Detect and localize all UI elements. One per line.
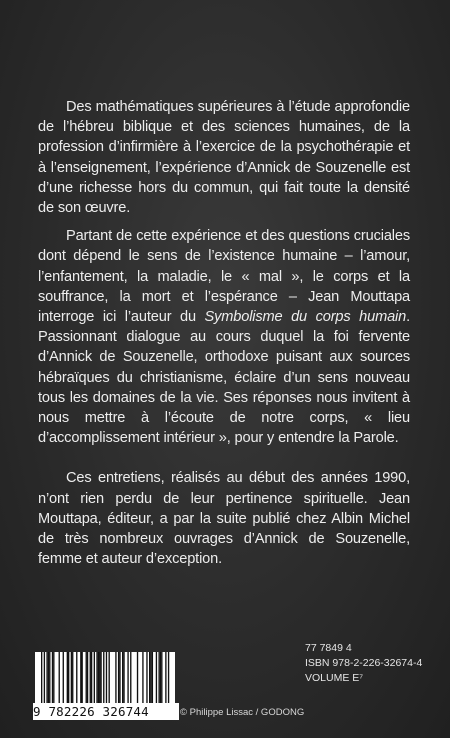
barcode-bar	[127, 652, 128, 704]
barcode-bar	[115, 652, 116, 704]
barcode-bar	[149, 652, 150, 704]
barcode-bar	[98, 652, 99, 704]
barcode-bar	[86, 652, 87, 704]
barcode-bar	[103, 652, 104, 704]
barcode-bar	[123, 652, 124, 704]
isbn-number: ISBN 978-2-226-32674-4	[305, 657, 423, 669]
barcode-bar	[90, 652, 91, 704]
barcode-bar	[87, 652, 88, 704]
barcode-bar	[71, 652, 72, 704]
publisher-codes	[305, 641, 422, 686]
barcode-bar	[52, 652, 53, 704]
barcode-bar	[156, 652, 157, 704]
barcode-bar	[137, 652, 138, 704]
barcode-bar	[91, 652, 92, 704]
book-title-reference: Symbolisme du corps humain	[204, 309, 407, 326]
blurb-paragraph-2	[38, 226, 410, 448]
blurb-paragraph-2-text-a: Partant de cette expérience et des questions cruciales dont dépend le sens de l’existence humaine – l’amour, l’enfantement, la maladie, le « mal », le corps et la souffrance, la mort et l’espérance – Jean Mouttapa interroge ici l’auteur du	[38, 228, 410, 326]
barcode-bar	[118, 652, 119, 704]
barcode-bar	[99, 652, 100, 704]
barcode-bar	[80, 652, 81, 704]
barcode-bar	[160, 652, 161, 704]
barcode-bar	[109, 652, 110, 704]
barcode-bar	[152, 652, 153, 704]
barcode	[35, 652, 175, 704]
barcode-bar	[122, 652, 123, 704]
barcode-bar	[41, 652, 42, 704]
barcode-bar	[130, 652, 131, 704]
barcode-bar	[44, 652, 45, 704]
barcode-bar	[72, 652, 73, 704]
barcode-bar	[161, 652, 162, 704]
barcode-bar	[63, 652, 64, 704]
barcode-bar	[67, 652, 68, 704]
barcode-bars	[35, 652, 175, 704]
blurb-text	[38, 97, 410, 569]
barcode-bar	[46, 652, 47, 704]
barcode-bar	[168, 652, 169, 704]
barcode-bar	[165, 652, 166, 704]
barcode-bar	[82, 652, 83, 704]
barcode-bar	[53, 652, 54, 704]
barcode-bar	[158, 652, 159, 704]
barcode-bar	[76, 652, 77, 704]
barcode-bar	[96, 652, 97, 704]
blurb-paragraph-2-text-b: . Passionnant dialogue au cours duquel la foi fervente d’Annick de Souzenelle, orthodoxe puisant aux sources hébraïques du christianisme, éclaire d’un sens nouveau tous les domaines de la vie. Ses réponses nous invitent à nous mettre à l’écoute de notre corps, « lieu d’accomplissement intérieur », pour y entendre la Parole.	[38, 309, 411, 447]
barcode-bar	[119, 652, 120, 704]
barcode-bar	[48, 652, 49, 704]
barcode-bar	[150, 652, 151, 704]
volume-code: VOLUME E⁷	[305, 672, 364, 684]
barcode-bar	[106, 652, 107, 704]
barcode-bar	[59, 652, 60, 704]
barcode-bar	[94, 652, 95, 704]
barcode-bar	[68, 652, 69, 704]
barcode-bar	[100, 652, 101, 704]
barcode-bar	[49, 652, 50, 704]
barcode-bar	[142, 652, 143, 704]
barcode-bar	[146, 652, 147, 704]
product-code: 77 7849 4	[305, 642, 352, 654]
blurb-paragraph-3: Ces entretiens, réalisés au début des années 1990, n’ont rien perdu de leur pertinence spirituelle. Jean Mouttapa, éditeur, a par la suite publié chez Albin Michel de très nombreux ouvrages d’Annick de Souzenelle, femme et auteur d’exception.	[38, 470, 410, 568]
photo-credit: © Philippe Lissac / GODONG	[180, 707, 305, 718]
blurb-paragraph-1: Des mathématiques supérieures à l’étude approfondie de l’hébreu biblique et des sciences humaines, de la profession d’infirmière à l’exercice de la psychothérapie et à l’enseignement, l’expérience d’Annick de Souzenelle est d’une richesse hors du commun, qui fait toute la densité de son œuvre.	[38, 99, 410, 217]
barcode-digits: 9 782226 326744	[33, 703, 179, 720]
